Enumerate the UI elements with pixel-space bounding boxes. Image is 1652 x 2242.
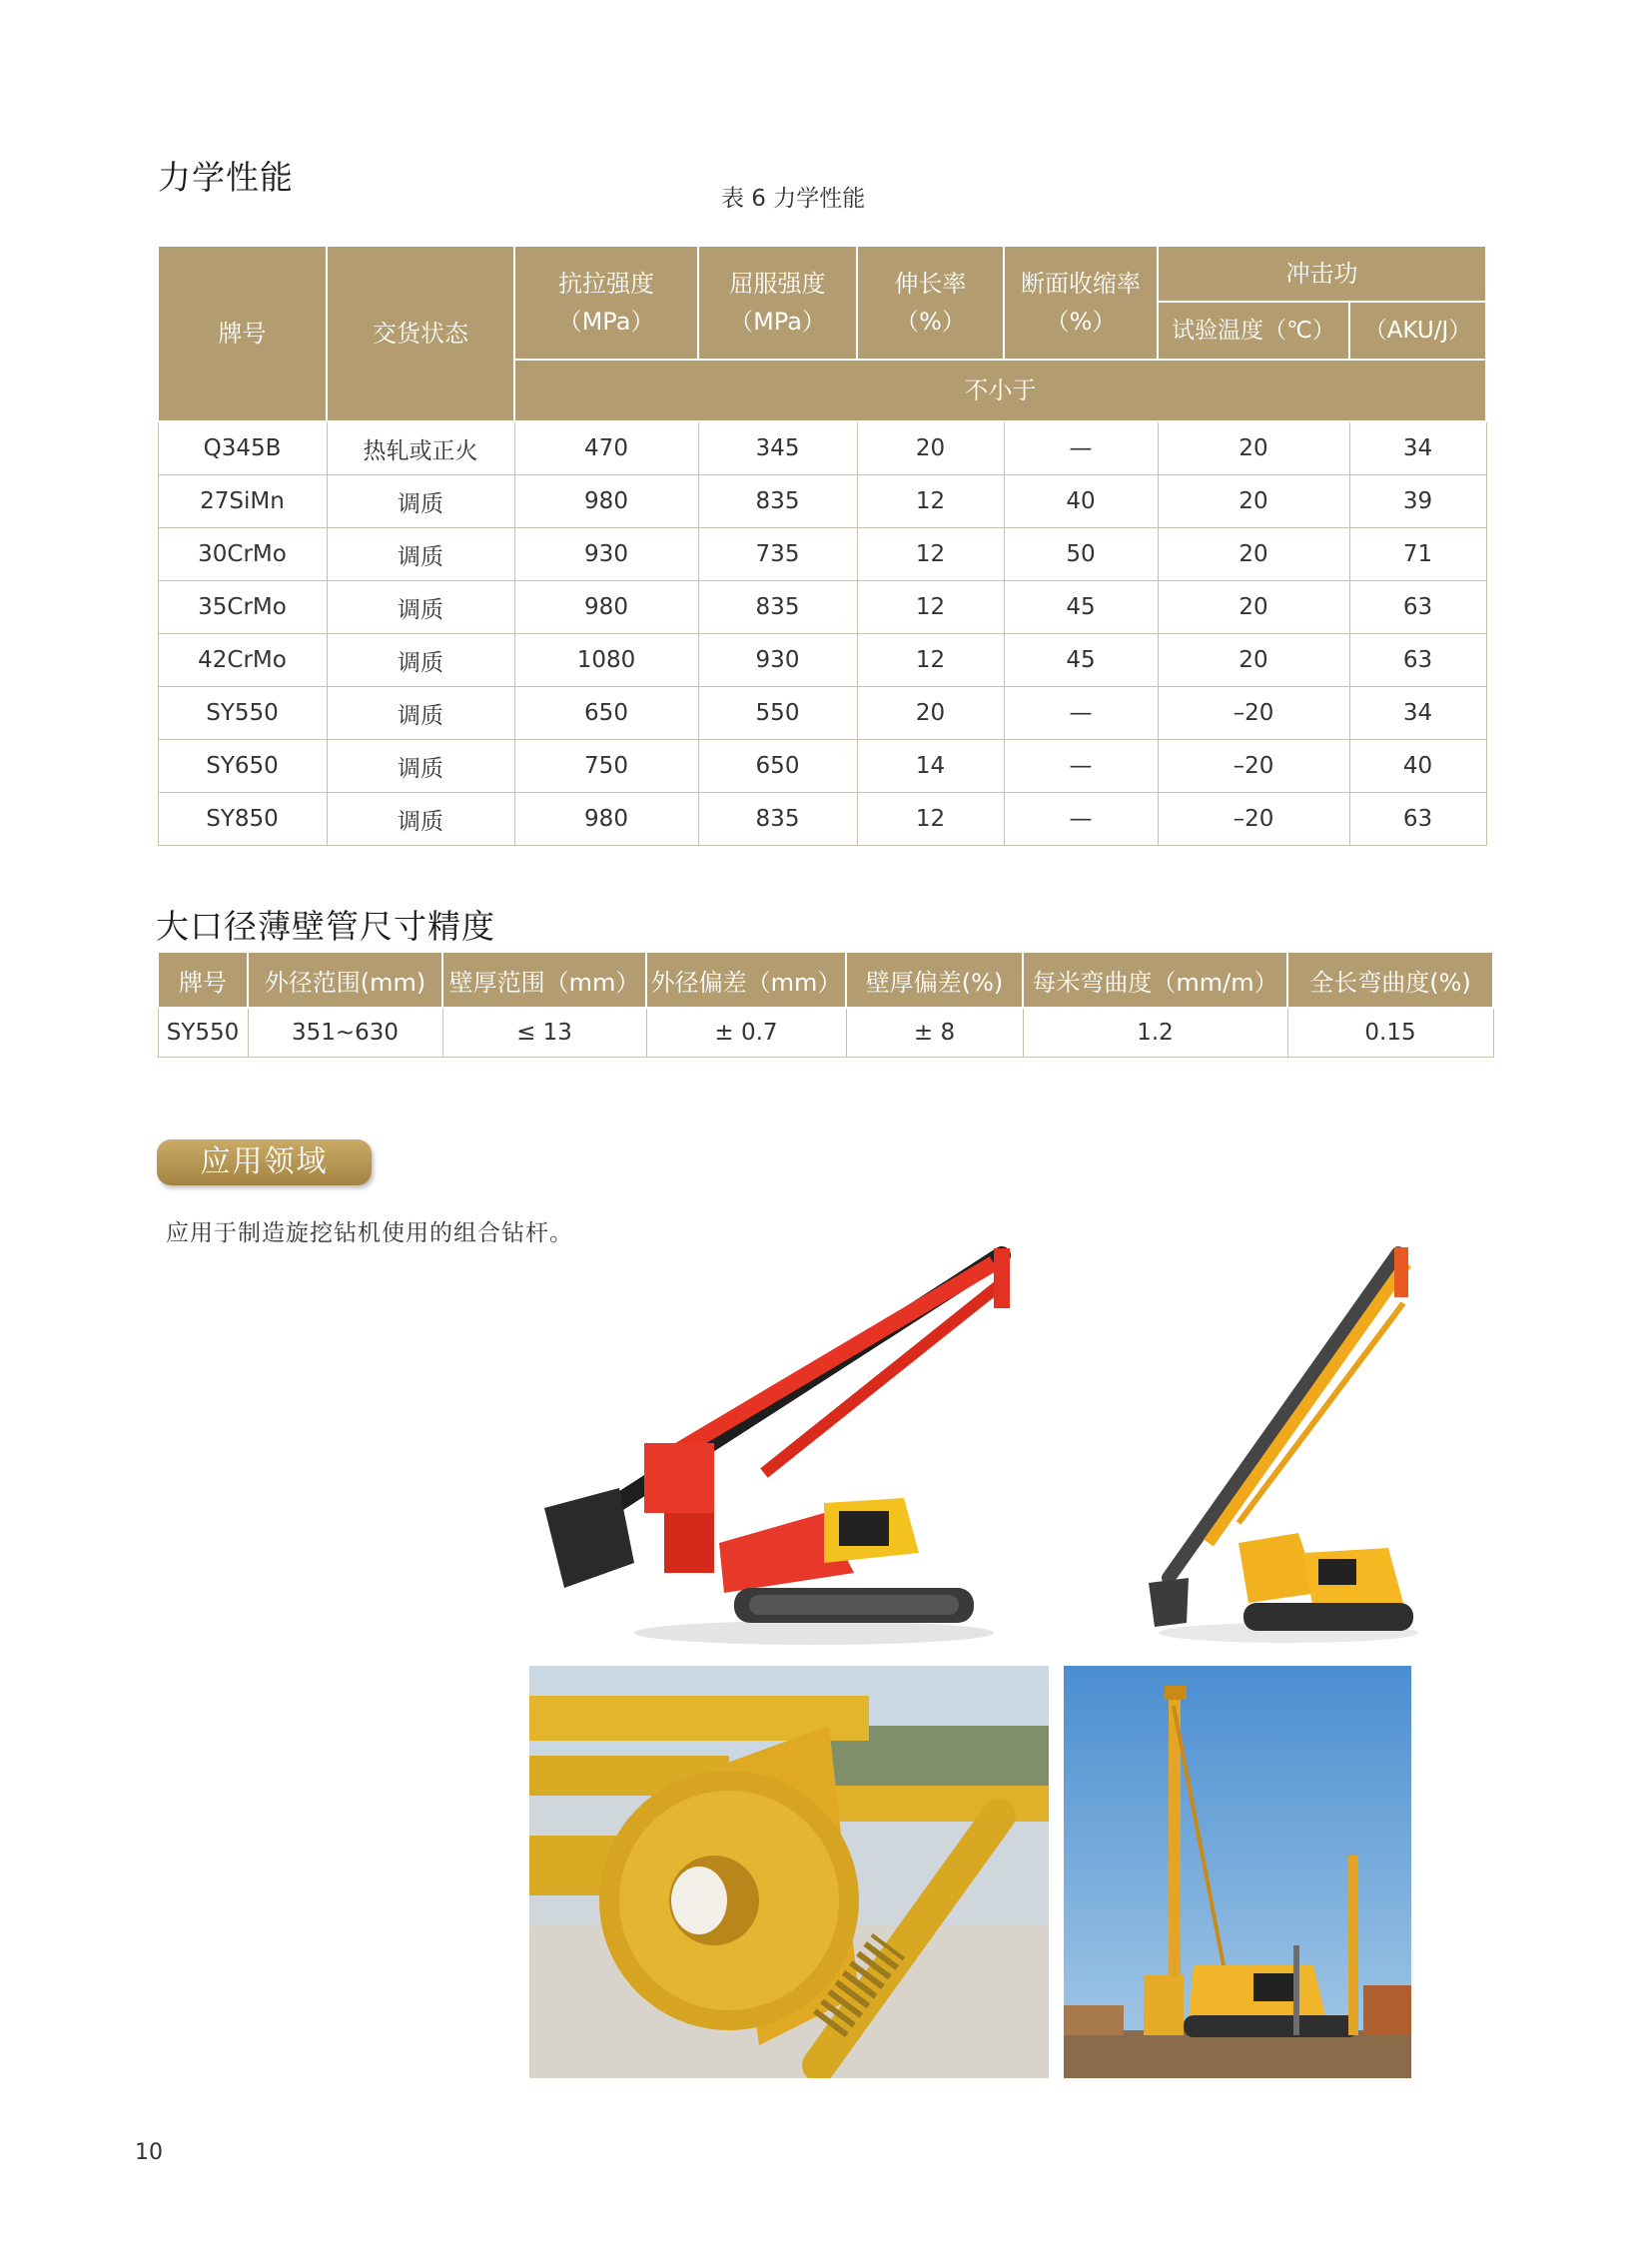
table-cell: 34 bbox=[1349, 687, 1486, 740]
table-row bbox=[158, 421, 1486, 475]
header-grade: 牌号 bbox=[158, 246, 327, 421]
table-cell: 调质 bbox=[327, 687, 514, 740]
table-cell: SY650 bbox=[158, 740, 327, 793]
table-cell: 930 bbox=[698, 634, 857, 687]
table-row bbox=[158, 528, 1486, 581]
table-cell: 调质 bbox=[327, 528, 514, 581]
table-cell: 650 bbox=[698, 740, 857, 793]
table-cell: 835 bbox=[698, 581, 857, 634]
table-cell: 20 bbox=[1158, 634, 1349, 687]
table-cell: –20 bbox=[1158, 687, 1349, 740]
table-cell: 39 bbox=[1349, 475, 1486, 528]
photo-drill-rods bbox=[529, 1666, 1049, 2078]
table-cell: 20 bbox=[857, 421, 1004, 475]
table-cell: 980 bbox=[514, 475, 698, 528]
header-yield: 屈服强度 （MPa） bbox=[698, 246, 857, 360]
table-cell: 12 bbox=[857, 528, 1004, 581]
photo-red-drilling-rig bbox=[524, 1243, 1019, 1648]
table-header-cell: 全长弯曲度(%) bbox=[1287, 952, 1493, 1008]
table-cell: 735 bbox=[698, 528, 857, 581]
table-cell: 980 bbox=[514, 581, 698, 634]
table-cell: — bbox=[1004, 793, 1158, 846]
application-text: 应用于制造旋挖钻机使用的组合钻杆。 bbox=[166, 1220, 573, 1246]
table-row bbox=[158, 581, 1486, 634]
table-cell: 1080 bbox=[514, 634, 698, 687]
table-cell: 45 bbox=[1004, 581, 1158, 634]
table-cell: 20 bbox=[1158, 421, 1349, 475]
table-cell: 35CrMo bbox=[158, 581, 327, 634]
header-tensile: 抗拉强度 （MPa） bbox=[514, 246, 698, 360]
table-cell: ± 8 bbox=[846, 1008, 1023, 1058]
table-cell: 调质 bbox=[327, 793, 514, 846]
mechanical-properties-table bbox=[157, 245, 1487, 846]
table-cell: SY850 bbox=[158, 793, 327, 846]
table-cell: 345 bbox=[698, 421, 857, 475]
table-cell: 12 bbox=[857, 793, 1004, 846]
table-caption: 表 6 力学性能 bbox=[721, 186, 866, 212]
table-cell: 热轧或正火 bbox=[327, 421, 514, 475]
table-cell: 45 bbox=[1004, 634, 1158, 687]
table-cell: — bbox=[1004, 740, 1158, 793]
table-row bbox=[158, 1008, 1493, 1058]
table-cell: 50 bbox=[1004, 528, 1158, 581]
table-cell: 20 bbox=[1158, 475, 1349, 528]
table-cell: 550 bbox=[698, 687, 857, 740]
table-cell: — bbox=[1004, 421, 1158, 475]
table-cell: 470 bbox=[514, 421, 698, 475]
table-cell: 27SiMn bbox=[158, 475, 327, 528]
table-cell: 12 bbox=[857, 581, 1004, 634]
table-header-cell: 壁厚范围（mm） bbox=[442, 952, 646, 1008]
photo-rig-on-site bbox=[1064, 1666, 1411, 2078]
table-cell: 30CrMo bbox=[158, 528, 327, 581]
table-cell: — bbox=[1004, 687, 1158, 740]
table-header-cell: 每米弯曲度（mm/m） bbox=[1023, 952, 1287, 1008]
section-title-mechanical: 力学性能 bbox=[158, 158, 294, 197]
table-cell: 调质 bbox=[327, 634, 514, 687]
table-cell: 71 bbox=[1349, 528, 1486, 581]
table-cell: ± 0.7 bbox=[646, 1008, 846, 1058]
header-min-note: 不小于 bbox=[514, 360, 1486, 421]
table-row bbox=[158, 634, 1486, 687]
table-cell: 调质 bbox=[327, 740, 514, 793]
dimension-accuracy-table bbox=[157, 951, 1494, 1058]
application-badge: 应用领域 bbox=[157, 1139, 372, 1185]
table-cell: 835 bbox=[698, 475, 857, 528]
table-cell: SY550 bbox=[158, 687, 327, 740]
header-elongation: 伸长率 （%） bbox=[857, 246, 1004, 360]
table-cell: 20 bbox=[1158, 528, 1349, 581]
table-header-cell: 壁厚偏差(%) bbox=[846, 952, 1023, 1008]
table-cell: ≤ 13 bbox=[442, 1008, 646, 1058]
table-cell: 12 bbox=[857, 475, 1004, 528]
table-cell: 650 bbox=[514, 687, 698, 740]
header-akv: （AKU/J） bbox=[1349, 302, 1486, 360]
header-test-temp: 试验温度（℃） bbox=[1158, 302, 1349, 360]
header-delivery-state: 交货状态 bbox=[327, 246, 514, 421]
table-cell: 1.2 bbox=[1023, 1008, 1287, 1058]
table-row bbox=[158, 475, 1486, 528]
table-cell: 930 bbox=[514, 528, 698, 581]
table-cell: 40 bbox=[1004, 475, 1158, 528]
table-cell: –20 bbox=[1158, 793, 1349, 846]
table-cell: –20 bbox=[1158, 740, 1349, 793]
table-cell: 调质 bbox=[327, 475, 514, 528]
table-header-cell: 外径范围(mm) bbox=[248, 952, 442, 1008]
header-reduction: 断面收缩率 （%） bbox=[1004, 246, 1158, 360]
photo-yellow-drilling-rig bbox=[1089, 1243, 1423, 1648]
table-header-cell: 外径偏差（mm） bbox=[646, 952, 846, 1008]
table-cell: 980 bbox=[514, 793, 698, 846]
table-cell: 调质 bbox=[327, 581, 514, 634]
table-row bbox=[158, 793, 1486, 846]
table-cell: 750 bbox=[514, 740, 698, 793]
table-cell: 12 bbox=[857, 634, 1004, 687]
table-cell: 14 bbox=[857, 740, 1004, 793]
section-title-dimension: 大口径薄壁管尺寸精度 bbox=[156, 907, 495, 946]
table-cell: 34 bbox=[1349, 421, 1486, 475]
table-cell: 351~630 bbox=[248, 1008, 442, 1058]
page-number: 10 bbox=[135, 2140, 163, 2165]
table-cell: 63 bbox=[1349, 793, 1486, 846]
table-cell: 42CrMo bbox=[158, 634, 327, 687]
header-impact: 冲击功 bbox=[1158, 246, 1486, 302]
table-cell: 20 bbox=[857, 687, 1004, 740]
table-cell: 835 bbox=[698, 793, 857, 846]
table-cell: 0.15 bbox=[1287, 1008, 1493, 1058]
table-cell: SY550 bbox=[158, 1008, 248, 1058]
table-row bbox=[158, 740, 1486, 793]
table-cell: 63 bbox=[1349, 581, 1486, 634]
table-cell: 40 bbox=[1349, 740, 1486, 793]
table-cell: 63 bbox=[1349, 634, 1486, 687]
table-cell: 20 bbox=[1158, 581, 1349, 634]
table-cell: Q345B bbox=[158, 421, 327, 475]
table-row bbox=[158, 687, 1486, 740]
table-header-cell: 牌号 bbox=[158, 952, 248, 1008]
